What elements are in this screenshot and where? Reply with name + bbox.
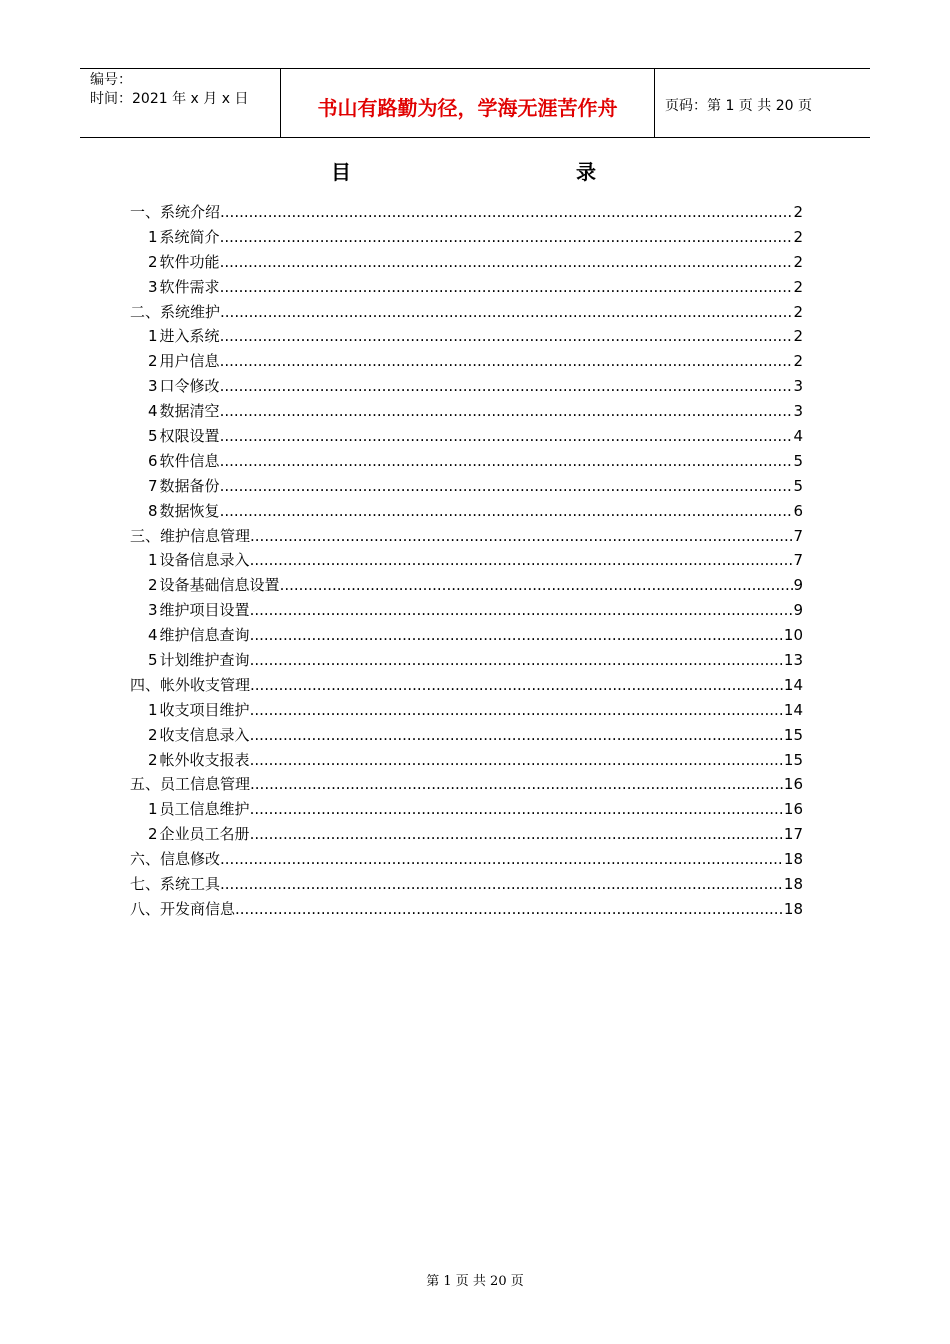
toc-leader-dots (220, 477, 794, 495)
toc-leader-dots (220, 327, 794, 345)
toc-entry[interactable] (130, 450, 803, 475)
toc-entry[interactable] (130, 599, 803, 624)
toc-leader-dots (250, 825, 784, 843)
toc-entry[interactable] (130, 649, 803, 674)
toc-entry-number: 1 (148, 800, 158, 819)
toc-entry-page: 15 (783, 725, 803, 744)
toc-entry-label: 维护项目设置 (159, 601, 250, 620)
toc-entry-label: 用户信息 (159, 352, 220, 371)
toc-entry-label: 维护信息查询 (159, 626, 250, 645)
toc-entry-number: 3 (148, 601, 158, 620)
toc-entry[interactable] (130, 375, 803, 400)
toc-leader-dots (220, 203, 793, 221)
toc-entry-label: 企业员工名册 (159, 825, 250, 844)
toc-entry-label: 收支信息录入 (159, 725, 250, 744)
toc-entry-page: 5 (793, 476, 803, 495)
toc-entry-number: 4 (148, 626, 158, 645)
toc-entry-label: 一、系统介绍 (130, 203, 221, 221)
toc-entry[interactable] (130, 873, 803, 898)
toc-entry-number: 2 (148, 576, 158, 595)
toc-entry-label: 进入系统 (159, 327, 220, 346)
toc-entry-page: 2 (793, 252, 803, 271)
toc-entry-page: 14 (783, 675, 803, 694)
toc-entry[interactable] (130, 674, 803, 699)
toc-entry-label: 二、系统维护 (130, 302, 221, 321)
toc-leader-dots (250, 800, 784, 818)
toc-entry-label: 三、维护信息管理 (130, 526, 251, 545)
document-header (80, 68, 870, 138)
toc-leader-dots (250, 551, 794, 569)
toc-entry-page: 17 (783, 825, 803, 844)
toc-entry[interactable] (130, 226, 803, 251)
toc-entry-number: 6 (148, 451, 158, 470)
toc-leader-dots (220, 278, 794, 296)
toc-leader-dots (220, 452, 794, 470)
toc-entry-label: 设备信息录入 (159, 551, 250, 570)
toc-entry-number: 2 (148, 352, 158, 371)
toc-entry-page: 16 (783, 775, 803, 794)
toc-entry-page: 18 (783, 875, 803, 894)
toc-leader-dots (220, 427, 794, 445)
toc-leader-dots (220, 352, 794, 370)
toc-entry-label: 权限设置 (159, 427, 220, 446)
toc-entry-number: 2 (148, 725, 158, 744)
header-meta (80, 69, 281, 137)
toc-entry-label: 软件信息 (159, 451, 220, 470)
toc-entry-page: 3 (793, 377, 803, 396)
toc-entry-page: 2 (793, 203, 803, 221)
toc-entry-page: 9 (793, 601, 803, 620)
toc-entry[interactable] (130, 301, 803, 326)
toc-leader-dots (250, 676, 784, 694)
toc-entry-number: 3 (148, 277, 158, 296)
toc-entry-page: 9 (793, 576, 803, 595)
toc-leader-dots (220, 377, 794, 395)
toc-entry[interactable] (130, 475, 803, 500)
header-page-info: 页码：第 1 页 共 20 页 (665, 98, 812, 114)
toc-leader-dots (250, 726, 784, 744)
toc-leader-dots (250, 701, 784, 719)
toc-entry-page: 14 (783, 700, 803, 719)
toc-entry-page: 2 (793, 302, 803, 321)
toc-entry-page: 18 (783, 899, 803, 918)
toc-entry[interactable] (130, 276, 803, 301)
toc-entry-page: 16 (783, 800, 803, 819)
toc-entry[interactable] (130, 898, 803, 923)
toc-entry-page: 3 (793, 402, 803, 421)
toc-entry-label: 软件需求 (159, 277, 220, 296)
toc-entry-number: 5 (148, 651, 158, 670)
toc-entry[interactable] (130, 848, 803, 873)
toc-entry-label: 设备基础信息设置 (159, 576, 280, 595)
toc-leader-dots (250, 775, 784, 793)
toc-leader-dots (220, 850, 784, 868)
toc-entry[interactable] (130, 400, 803, 425)
toc-entry-label: 系统简介 (159, 227, 220, 246)
toc-entry-label: 数据恢复 (159, 501, 220, 520)
toc-entry[interactable] (130, 624, 803, 649)
toc-entry-label: 数据清空 (159, 402, 220, 421)
toc-leader-dots (250, 651, 784, 669)
toc-entry-page: 7 (793, 551, 803, 570)
toc-entry-number: 1 (148, 551, 158, 570)
toc-entry-label: 七、系统工具 (130, 875, 221, 894)
toc-entry-label: 帐外收支报表 (159, 750, 250, 769)
toc-entry-number: 2 (148, 252, 158, 271)
toc-entry-page: 18 (783, 850, 803, 869)
document-date: 时间：2021 年 x 月 x 日 (90, 91, 249, 107)
toc-entry-page: 5 (793, 451, 803, 470)
toc-entry[interactable] (130, 500, 803, 525)
toc-entry[interactable] (130, 549, 803, 574)
toc-entry-label: 五、员工信息管理 (130, 775, 251, 794)
toc-title-left: 目 (331, 160, 351, 184)
toc-entry-page: 10 (783, 626, 803, 645)
toc-leader-dots (280, 576, 794, 594)
toc-entry[interactable] (130, 201, 803, 226)
toc-entry-label: 收支项目维护 (159, 700, 250, 719)
toc-entry-page: 2 (793, 277, 803, 296)
document-number-label: 编号： (90, 72, 132, 88)
toc-leader-dots (220, 502, 794, 520)
toc-title-right: 录 (576, 160, 596, 184)
toc-entry-number: 7 (148, 476, 158, 495)
toc-entry[interactable] (130, 699, 803, 724)
toc-leader-dots (220, 228, 794, 246)
toc-entry-label: 软件功能 (159, 252, 220, 271)
toc-entry-page: 2 (793, 352, 803, 371)
toc-entry[interactable] (130, 425, 803, 450)
toc-leader-dots (250, 527, 793, 545)
toc-title (0, 156, 950, 186)
toc-entry-label: 计划维护查询 (159, 651, 250, 670)
toc-entry[interactable] (130, 251, 803, 276)
toc-entry-number: 8 (148, 501, 158, 520)
toc-entry-number: 1 (148, 327, 158, 346)
toc-entry-number: 5 (148, 427, 158, 446)
toc-entry[interactable] (130, 350, 803, 375)
toc-entry-label: 数据备份 (159, 476, 220, 495)
toc-entry-number: 2 (148, 825, 158, 844)
toc-leader-dots (220, 303, 793, 321)
toc-entry-number: 3 (148, 377, 158, 396)
toc-entry-number: 2 (148, 750, 158, 769)
toc-entry-page: 4 (793, 427, 803, 446)
toc-leader-dots (220, 253, 794, 271)
toc-entry-label: 口令修改 (159, 377, 220, 396)
toc-leader-dots (220, 402, 794, 420)
toc-entry-page: 7 (793, 526, 803, 545)
toc-entry[interactable] (130, 574, 803, 599)
toc-entry-label: 六、信息修改 (130, 850, 221, 869)
page-footer: 第 1 页 共 20 页 (426, 1274, 524, 1289)
toc-leader-dots (220, 875, 784, 893)
toc-entry-page: 13 (783, 651, 803, 670)
toc-entry-label: 八、开发商信息 (130, 899, 236, 918)
toc-entry[interactable] (130, 823, 803, 848)
toc-entry-number: 1 (148, 700, 158, 719)
toc-entry[interactable] (130, 773, 803, 798)
table-of-contents (130, 201, 803, 923)
toc-entry-page: 15 (783, 750, 803, 769)
toc-entry[interactable] (130, 525, 803, 550)
toc-entry[interactable] (130, 724, 803, 749)
toc-leader-dots (250, 626, 784, 644)
toc-entry-label: 四、帐外收支管理 (130, 675, 251, 694)
toc-entry[interactable] (130, 325, 803, 350)
header-motto: 书山有路勤为径，学海无涯苦作舟 (281, 69, 655, 137)
toc-entry[interactable] (130, 749, 803, 774)
toc-entry-number: 4 (148, 402, 158, 421)
toc-entry-page: 6 (793, 501, 803, 520)
toc-leader-dots (250, 601, 794, 619)
toc-entry[interactable] (130, 798, 803, 823)
toc-leader-dots (235, 900, 784, 918)
toc-entry-page: 2 (793, 227, 803, 246)
toc-entry-label: 员工信息维护 (159, 800, 250, 819)
toc-leader-dots (250, 751, 784, 769)
toc-entry-page: 2 (793, 327, 803, 346)
toc-entry-number: 1 (148, 227, 158, 246)
